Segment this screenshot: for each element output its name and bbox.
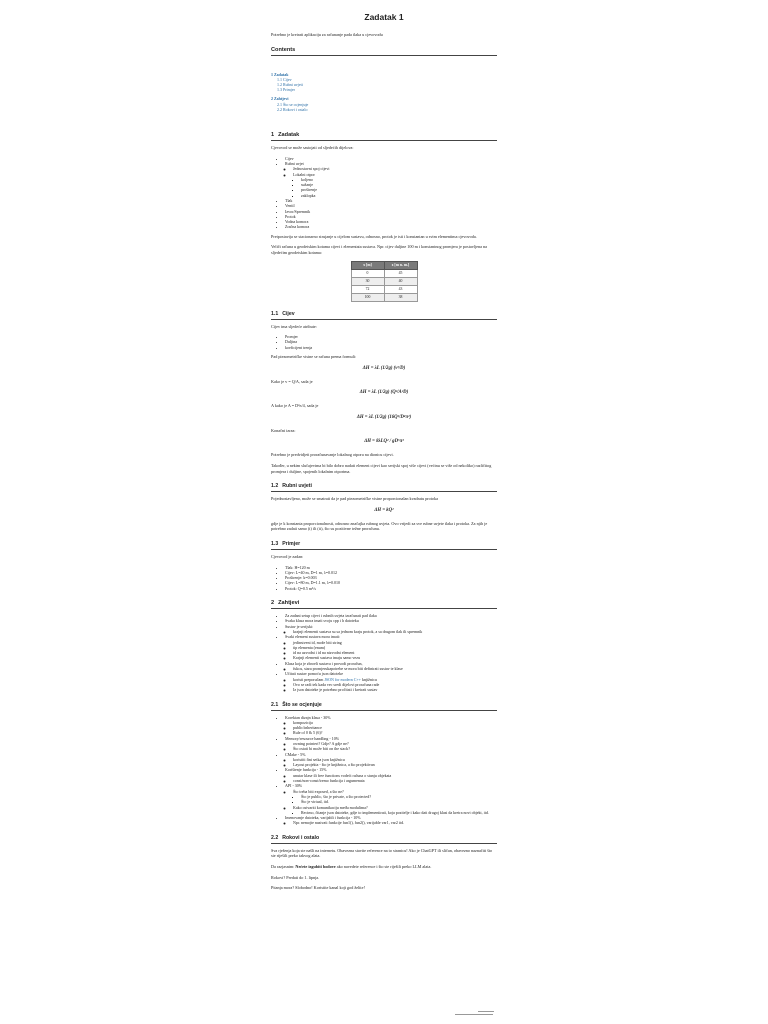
paragraph: Pojednostavljeno, može se smatrati da je pad piezometričke visine proporcionalan kvadratu protoka	[271, 496, 438, 502]
list-item: • Proširenje: k=0.003	[285, 575, 497, 580]
table-row: 0 45	[351, 269, 417, 277]
example-list	[271, 565, 497, 591]
list-item: ◦ koristiti fini setka json knjižnicu	[293, 757, 497, 762]
paragraph: gdje je k konstanta proporcionalnosti, odnosno značajka rubnog uvjeta. Ovo vrijedi za sve rubne uvjete tlaka i protoka. Za njih je potrebno zadati samo (i) ili (ii), što su pozitivne težne proračunu.	[271, 520, 488, 532]
equation: ΔH = λL (1/2g) (v²/D)	[362, 365, 406, 371]
table-header: z [m n. m.]	[384, 261, 417, 269]
list-item: ◦ const/non-const/tremo funkcija i argumenata	[293, 778, 497, 783]
list-item: • Tlak	[285, 198, 497, 203]
toc-link[interactable]: 1.3 Primjer	[277, 87, 295, 93]
list-item: • Ventil	[285, 203, 497, 208]
equation: ΔH = λL (1/2g) (Q²/A²D)	[359, 390, 409, 396]
list-item: • Klasa koja je zbroeli sustava i provodi proračun, ◦ fukcu, stara promjerukapotrebe se mora biti definirati sustav te klase	[285, 661, 497, 672]
list-item: ◦ Jednostavni spoj cijevi	[293, 166, 497, 171]
list-item: • API - 30% ◦ Što treba biti exposed, a što ne? ▪ Što je public, što je private, a što protected? ▪ Što je virtual, itd. ◦ Kako ostvariti komunikaciju među modulima? ▪ Recimo, čitanje json datoteke, gdje to implementirati, koja pozitelje i kako dati drugoj klasi da kreira novi objekt, itd.	[285, 783, 497, 815]
paragraph: A kako je A = D²π/4, sada je	[271, 403, 319, 409]
equation: ΔH = 8λLQ² / gD⁵π²	[364, 439, 404, 445]
paragraph: Veličt računa u geodetskim kotama cijevi i elementata sustava. Npr. cijev duljine 100 m i konstantnog promjera je postavljena na sljedećim geodetskim kotama:	[271, 244, 487, 255]
table-row: 30 40	[351, 277, 417, 285]
list-item: • Protok	[285, 214, 497, 219]
paragraph: Sva rješenja koja ste našli na internetu. Obavezna stavite reference na to stranicu! Ako je ChatGPT ili sličan, obavezno naznačiti što ste riješili preko takvog alata.	[271, 847, 493, 859]
list-item: ◦ krajnji elementi sustava su sa jednom kraju protok, a sa drugom tlak ili spremnik	[293, 629, 497, 634]
subsection-heading: 1.1 Cijev	[271, 311, 497, 320]
list-item: ◦ kompozicija	[293, 720, 497, 725]
list-item: ▪ Što je virtual, itd.	[301, 799, 497, 804]
list-item: • Vodna komora	[285, 219, 497, 224]
list-item: ▪ koljeno	[301, 177, 497, 182]
list-item: ◦ Rule of 0 & 5 (6)?	[293, 730, 497, 735]
list-item: • Korektan dizajn klasa - 30% ◦ kompozicija ◦ public/inheritance ◦ Rule of 0 & 5 (6)?	[285, 715, 497, 736]
paragraph: Cjevovod se može sastojati od sljedećih dijelova:	[271, 145, 354, 151]
list-item: • Imenovanje datoteka, varijabli i funkcija - 10% ◦ Npr. nemojte nazivati funkcije fun1(), fun2(), varijable var1, var2 itd.	[285, 815, 497, 826]
requirements-list	[271, 613, 497, 692]
list-item: • Tlak: H=120 m	[285, 565, 497, 570]
section-heading: 2 Zahtjevi	[271, 600, 497, 609]
table-of-contents	[271, 72, 497, 112]
paragraph: Konačni izraz:	[271, 427, 296, 433]
list-item: • Memory/resource handling - 10% ◦ owning pointeri? Gdje? A gdje ne? ◦ Što ostati bi može biti on the stack?	[285, 736, 497, 752]
list-item: ◦ fukcu, stara promjerukapotrebe se mora biti definirati sustav te klase	[293, 666, 497, 671]
table-header: x [m]	[351, 261, 384, 269]
list-item: ◦ Iz json datoteke je potrebno pročitati i kreirati sustav	[293, 687, 497, 692]
page-title: Zadatak 1	[364, 12, 404, 22]
list-item: • Za zadani setup cijevi i rubnih uvjeta izračunati pad tlaka	[285, 613, 497, 618]
paragraph: Da razjasnim: Nećete izgubiti bodove ako navedete reference i što ste riješili preko LLM alata.	[271, 863, 432, 869]
list-item: ◦ id na uzvodni i id na nizvodni element	[293, 650, 497, 655]
paragraph: Pretpostavija se stacionarno strujanje u cijelom sustavu, odnosno, protok je isti i konstantan u svim elementima cjevovoda.	[271, 233, 477, 239]
list-item: • Cijev: L=40 m, D=1 m, λ=0.012	[285, 570, 497, 575]
list-item: ◦ Što treba biti exposed, a što ne? ▪ Što je public, što je private, a što protected? ▪ Što je virtual, itd.	[293, 789, 497, 805]
document	[271, 6, 497, 896]
list-item: ◦ Krajnji elementi sustava imaju samo vezu	[293, 655, 497, 660]
list-item: ◦ Ovo se radi tek kada vec sredi dijelovi proračuna rade	[293, 682, 497, 687]
contents-heading: Contents	[271, 47, 497, 56]
list-item: ▪ Recimo, čitanje json datoteke, gdje to implementirati, koja pozitelje i kako dati drugoj klasi da kreira novi objekt, itd.	[301, 810, 497, 815]
list-item: • Izvor/Spremnik	[285, 209, 497, 214]
list-item: ◦ Kako ostvariti komunikaciju među modulima? ▪ Recimo, čitanje json datoteke, gdje to implementirati, koja pozitelje i kako dati drugoj klasi da kreira novi objekt, itd.	[293, 805, 497, 816]
list-item: • Zračna komora	[285, 224, 497, 229]
subsection-heading: 2.2 Rokovi i ostalo	[271, 835, 497, 844]
subsection-heading: 1.2 Rubni uvjeti	[271, 483, 497, 492]
table-row: 100 38	[351, 293, 417, 301]
list-item: ◦ Npr. nemojte nazivati funkcije fun1(), fun2(), varijable var1, var2 itd.	[293, 820, 497, 825]
equation: ΔH = kQ²	[374, 507, 394, 513]
list-item: ◦ Što ostati bi može biti on the stack?	[293, 746, 497, 751]
list-item: • Svaka klasa mora imati svoju cpp i h datoteku	[285, 618, 497, 623]
list-item: • Učitati sustav pomoću json datoteke ◦ koristi preporučam JSON for modern C++ knjižnicu ◦ Ovo se radi tek kada vec sredi dijelovi proračuna rade ◦ Iz json datoteke je potrebno pročitati i kreirati sustav	[285, 671, 497, 692]
list-item: ▪ zaklopka	[301, 193, 497, 198]
list-item: • Rubni uvjet ◦ Jednostavni spoj cijevi ◦ Lokalni otpor ▪ koljeno ▪ sužanje ▪ proširenje ▪ zaklopka	[285, 161, 497, 198]
list-item: ▪ proširenje	[301, 187, 497, 192]
intro-text: Potrebno je kreirati aplikaciju za računanje pada tlaka u cjevovodu	[271, 32, 383, 37]
list-item: ◦ owning pointeri? Gdje? A gdje ne?	[293, 741, 497, 746]
toc-link[interactable]: 2 Zahtjevi	[271, 96, 289, 102]
attribute-list	[271, 334, 497, 350]
list-item: ▪ Što je public, što je private, a što protected?	[301, 794, 497, 799]
list-item: • Svaki element sustava mora imati: ◦ jedinstveni id, može biti string ◦ tip elementa (enum) ◦ id na uzvodni i id na nizvodni element ◦ Krajnji elementi sustava imaju samo vezu	[285, 634, 497, 660]
table-row: 72 43	[351, 285, 417, 293]
grading-list	[271, 715, 497, 826]
paragraph: Također, u nekim slučajevima bi bilo dobro nadati element cijevi kao serijski spoj više cijevi (većinu se više od nekoliko) različitog promjera i duljine, spojenih lokalnim otporima.	[271, 463, 492, 474]
list-item: ◦ unutar klase ili free functions vodeći računa o stanju objekata	[293, 773, 497, 778]
list-item: ◦ jedinstveni id, može biti string	[293, 640, 497, 645]
list-item: • CMake - 5% ◦ koristiti fini setka json knjižnicu ◦ Layout projekta - što je knjižnica, a što projektivan	[285, 752, 497, 768]
divider	[455, 1014, 493, 1015]
list-item: ▪ sužanje	[301, 182, 497, 187]
divider	[478, 1011, 494, 1012]
paragraph: Kako je v = Q/A, sada je	[271, 378, 313, 384]
toc-link[interactable]: 1 Zadatak	[271, 71, 289, 77]
list-item: ◦ Layout projekta - što je knjižnica, a što projektivan	[293, 762, 497, 767]
paragraph: Pitanja mora? Slobodno! Koristite kanal koji god želite!	[271, 885, 365, 891]
paragraph: Potrebno je predvidjeti proračunavanje lokalnog otpora na dionicu cijevi.	[271, 452, 394, 458]
paragraph: Cijev ima sljedeće atribute:	[271, 323, 317, 329]
toc-link[interactable]: 1.2 Rubni uvjeti	[277, 82, 303, 87]
subsection-heading: 2.1 Što se ocjenjuje	[271, 702, 497, 711]
paragraph: Pad piezometričke visine se računa prema formuli:	[271, 354, 357, 360]
paragraph: Rokovi? Predati do 1. lipnja.	[271, 874, 320, 880]
list-item: • Sustav je serijski: ◦ krajnji elementi sustava su sa jednom kraju protok, a sa drugom tlak ili spremnik	[285, 624, 497, 635]
list-item: ◦ public/inheritance	[293, 725, 497, 730]
json-library-link[interactable]: JSON for modern C++	[324, 676, 361, 682]
section-heading: 1 Zadatak	[271, 132, 497, 141]
geodetic-table	[351, 261, 418, 302]
list-item: • Protok: Q=0.5 m³/s	[285, 586, 497, 591]
element-list	[271, 156, 497, 230]
toc-link[interactable]: 2.1 Što se ocjenjuje	[277, 101, 309, 107]
toc-link[interactable]: 1.1 Cijev	[277, 76, 292, 82]
list-item: • Duljina	[285, 339, 497, 344]
list-item: ◦ tip elementa (enum)	[293, 645, 497, 650]
toc-link[interactable]: 2.2 Rokovi i ostalo	[277, 106, 308, 112]
list-item: • Cijev	[285, 156, 497, 161]
list-item: ◦ koristi preporučam JSON for modern C++ knjižnicu	[293, 677, 497, 682]
list-item: ◦ Lokalni otpor ▪ koljeno ▪ sužanje ▪ proširenje ▪ zaklopka	[293, 172, 497, 198]
list-item: • Promjer	[285, 334, 497, 339]
list-item: • Korištenje funkcija - 15% ◦ unutar klase ili free functions vodeći računa o stanju objekata ◦ const/non-const/tremo funkcija i argumenata	[285, 767, 497, 783]
list-item: • Cijev: L=80 m, D=1.1 m, λ=0.010	[285, 580, 497, 585]
list-item: • koeficijent trenja	[285, 345, 497, 350]
equation: ΔH = λL (1/2g) (16Q²/D⁴π²)	[356, 414, 412, 420]
paragraph: Cjevovod je zadan:	[271, 553, 304, 559]
subsection-heading: 1.3 Primjer	[271, 541, 497, 550]
